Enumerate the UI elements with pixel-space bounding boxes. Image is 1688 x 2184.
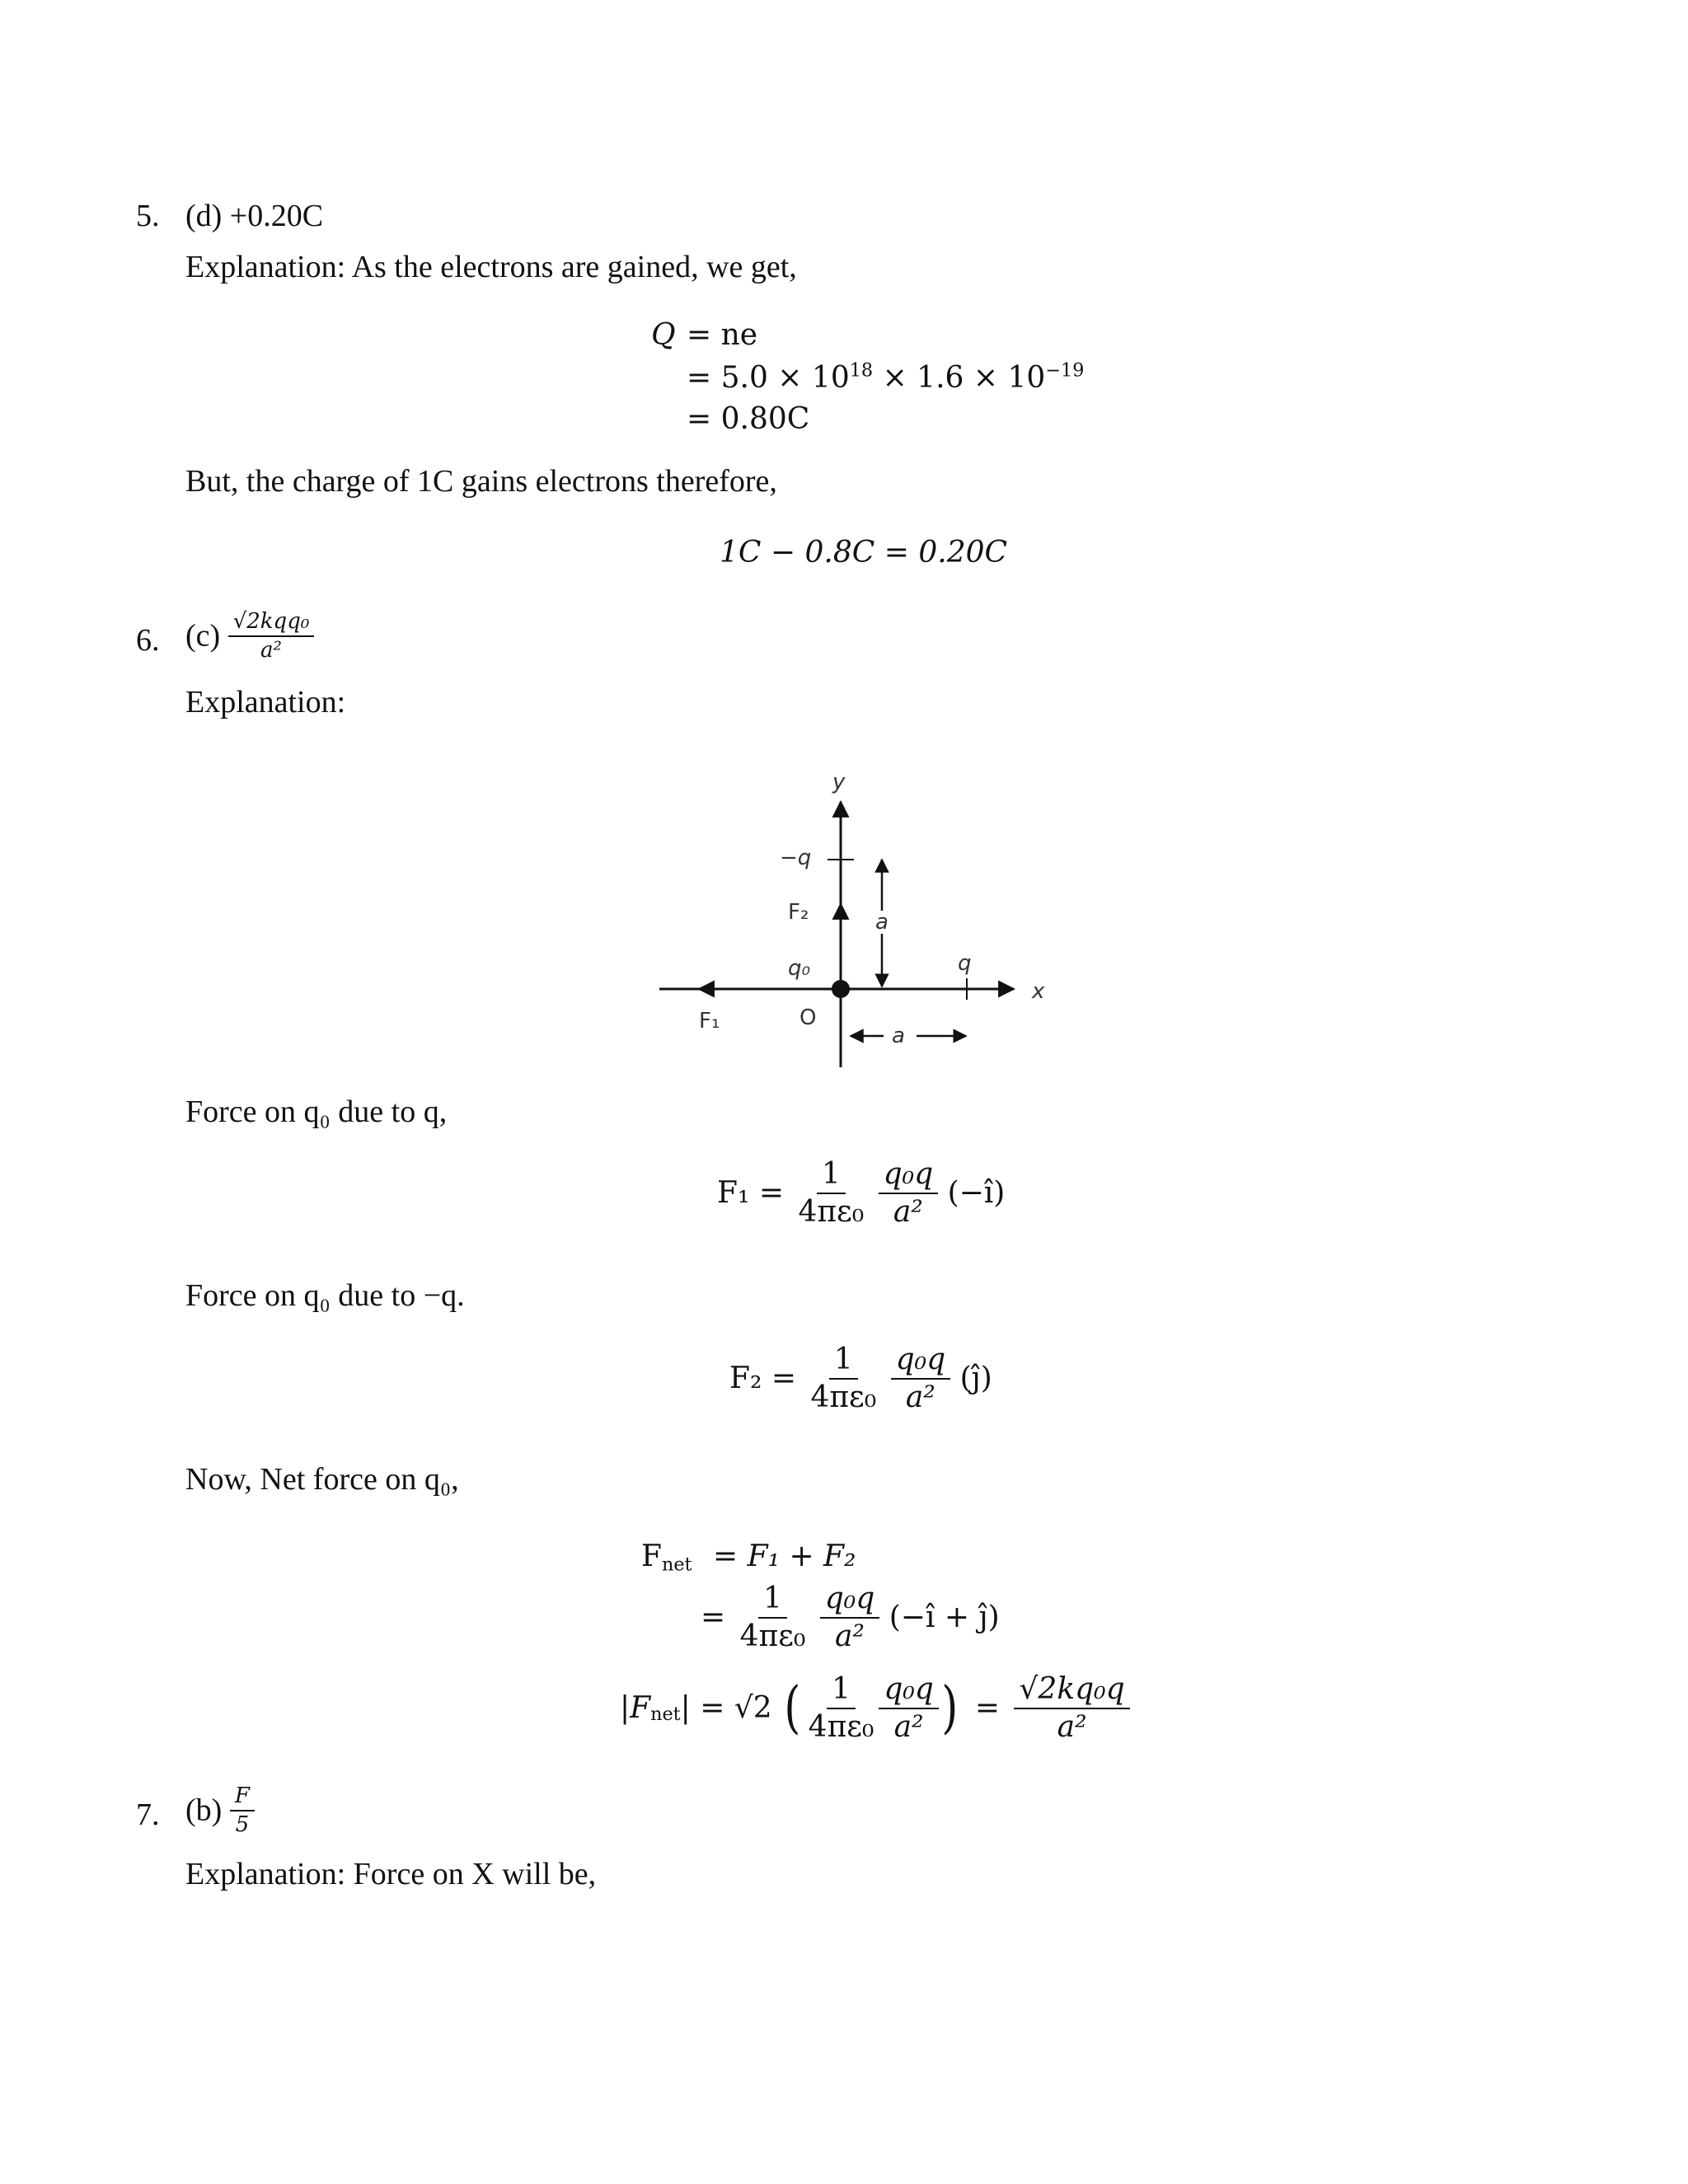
q6-force-q-text: Force on q₀ due to q, <box>185 1094 448 1129</box>
q7-answer-fraction: $\frac{F}{5}$ <box>230 1784 255 1836</box>
fnet-line2: = $\frac{1}{\text{4πε₀}}$ $\frac{\text{q₀q}}{\text{a²}}$ (−î + ĵ) <box>701 1582 1000 1653</box>
q6-net-text: Now, Net force on q₀, <box>185 1462 459 1497</box>
q5-explanation: Explanation: As the electrons are gained, we get, <box>185 250 797 284</box>
label-q0: q₀ <box>788 956 810 981</box>
q5-result: 1C − 0.8C = 0.20C <box>720 536 1008 569</box>
f2-equation: F₂ = $\frac{1}{\text{4πε₀}}$ $\frac{\text{q₀q}}{\text{a²}}$ (ĵ) <box>729 1343 992 1414</box>
label-f1: F₁ <box>699 1009 720 1033</box>
q5-eq-line3: = 0.80C <box>687 402 810 436</box>
q6-answer-fraction: $\frac{\text{√2kqq₀}}{\text{a²}}$ <box>228 610 315 662</box>
label-x: x <box>1032 979 1045 1004</box>
q5-number: 5. <box>136 199 160 233</box>
q5-answer: (d) +0.20C <box>185 199 324 233</box>
q5-eq-lhs: Q <box>651 318 676 352</box>
q5-but-text: But, the charge of 1C gains electrons therefore, <box>185 464 777 499</box>
q5-eq-line2: = $5.0 \times 10^{18} \times 1.6 \times 10^{-19}$ <box>687 359 1085 395</box>
q6-explanation: Explanation: <box>185 685 346 719</box>
q6-force-negq-text: Force on q₀ due to −q. <box>185 1278 465 1313</box>
q7-number: 7. <box>136 1797 160 1832</box>
label-a-horizontal: a <box>892 1024 905 1048</box>
force-diagram <box>651 754 1063 1084</box>
label-q: q <box>958 951 972 976</box>
charge-q0 <box>832 980 850 998</box>
q6-number: 6. <box>136 623 160 658</box>
q7-explanation: Explanation: Force on X will be, <box>185 1857 597 1891</box>
label-y: y <box>832 770 846 794</box>
fnet-line1: $F_{net} = F_1 + F_2$ <box>641 1540 856 1576</box>
label-a-vertical: a <box>875 910 889 935</box>
label-origin: O <box>799 1005 817 1030</box>
q7-answer: (b) $\frac{F}{5}$ <box>185 1784 255 1836</box>
label-f2: F₂ <box>788 900 809 925</box>
q5-eq-line1: = ne <box>687 318 758 352</box>
f1-equation: F₁ = $\frac{1}{\text{4πε₀}}$ $\frac{\text{q₀q}}{\text{a²}}$ (−î) <box>717 1157 1006 1229</box>
fnet-magnitude: $|F_{net}| = √2$ ( $\frac{1}{\text{4πε₀}}$ $\frac{\text{q₀q}}{\text{a²}}$ ) = $\frac{\text{√2kq₀q}}{\text{a²}}$ <box>620 1673 1130 1743</box>
q6-answer: (c) $\frac{\text{√2kqq₀}}{\text{a²}}$ <box>185 610 314 662</box>
label-neg-q: −q <box>780 846 812 870</box>
